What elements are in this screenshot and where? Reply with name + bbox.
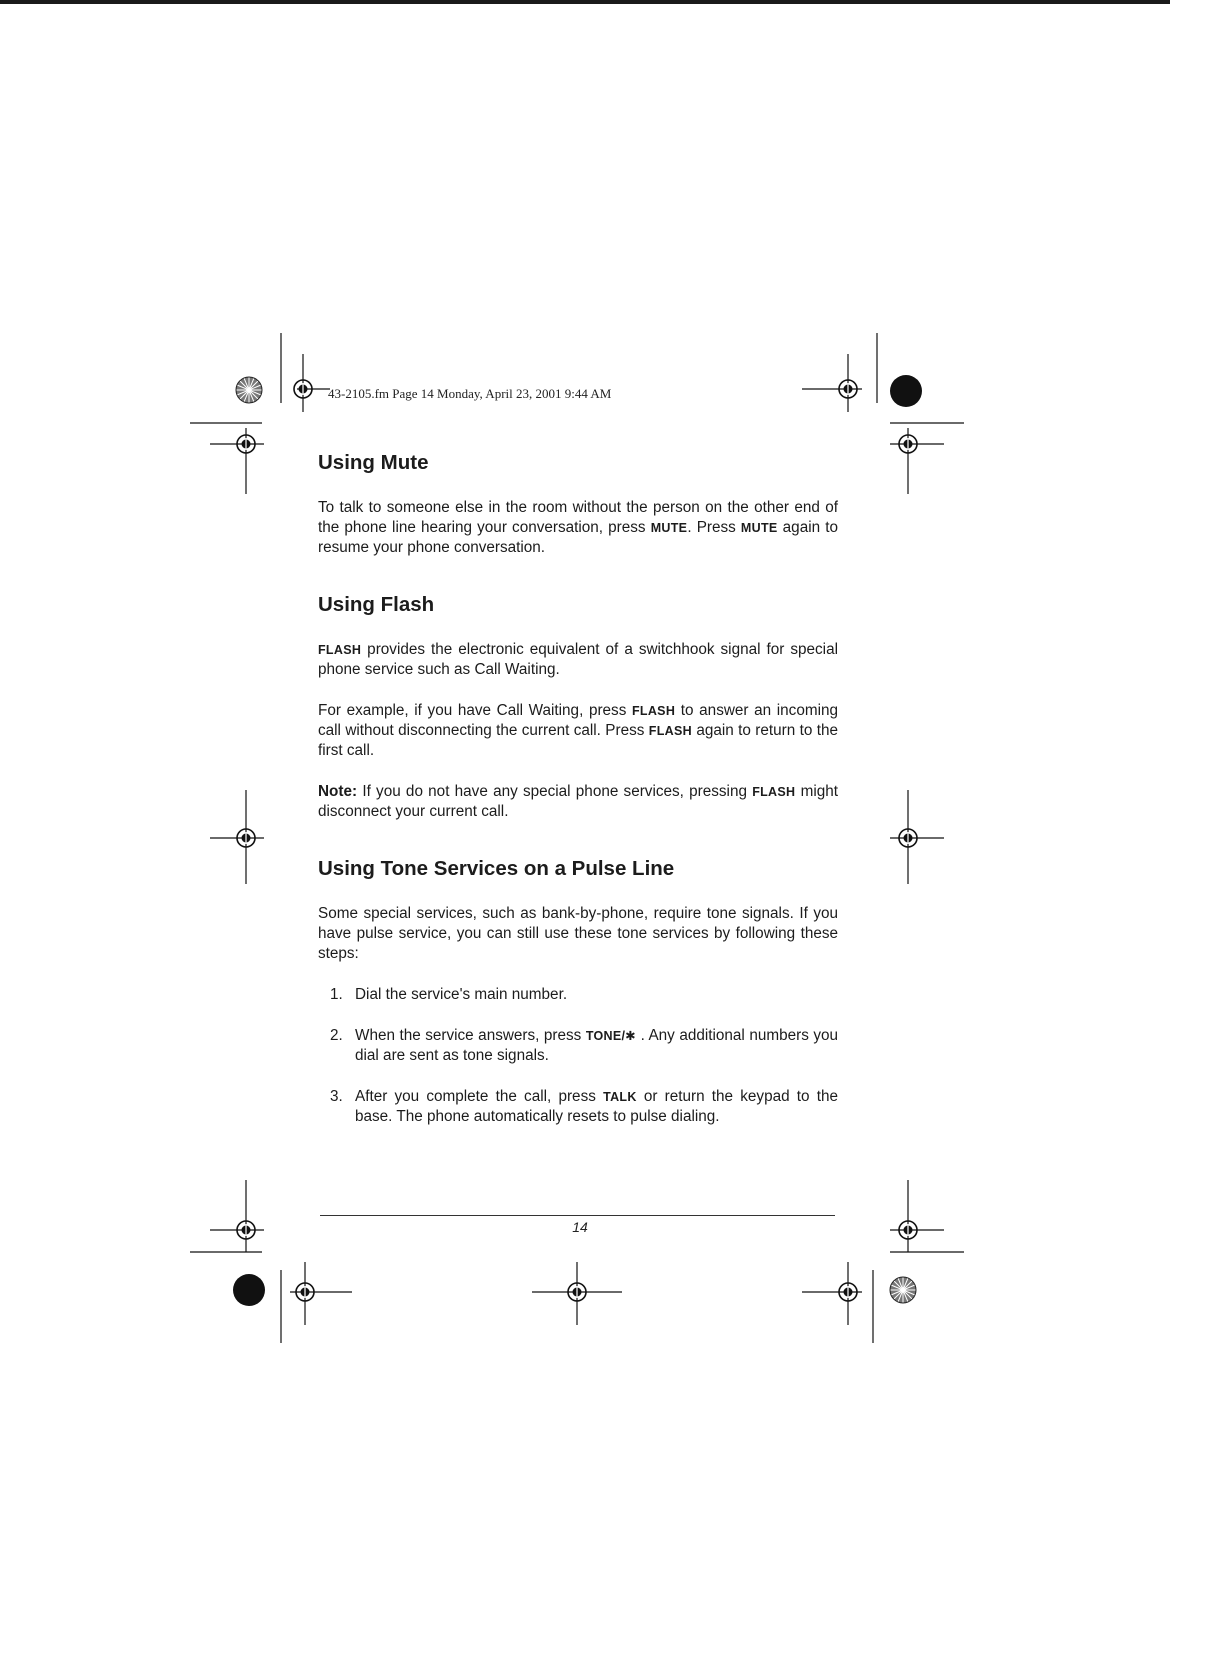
section-using-flash	[318, 592, 838, 822]
key-mute: MUTE	[650, 521, 688, 535]
solid-dot-mark-bottom-left	[233, 1274, 265, 1306]
step-number: 2.	[330, 1027, 343, 1044]
key-flash: FLASH	[318, 643, 362, 657]
text: . Any additional numbers you dial are sent as tone signals.	[355, 1027, 839, 1064]
paragraph-flash-intro	[318, 640, 838, 680]
list-item	[318, 985, 838, 1005]
text: After you complete the call, press	[355, 1088, 604, 1105]
text: When the service answers, press	[355, 1027, 586, 1044]
list-item	[318, 1026, 838, 1066]
section-tone-services	[318, 856, 838, 1127]
key-flash: FLASH	[752, 785, 796, 799]
crosshair-mark-bottom-center	[532, 1262, 622, 1325]
crosshair-mark-right-lower	[890, 1180, 944, 1252]
heading-using-flash: Using Flash	[318, 593, 435, 616]
page-content	[318, 450, 838, 1148]
crosshair-mark-left-upper	[210, 428, 264, 494]
crosshair-mark-left-middle	[210, 790, 264, 884]
section-using-mute	[318, 450, 838, 558]
crosshair-mark-left-lower	[210, 1180, 264, 1252]
text: might disconnect your current call.	[318, 783, 838, 820]
text: For example, if you have Call Waiting, press	[318, 702, 632, 719]
note-label: Note:	[318, 783, 358, 800]
starburst-mark-bottom-right	[890, 1277, 916, 1303]
crosshair-mark-top-right	[802, 354, 862, 412]
text: . Press	[687, 519, 741, 536]
crosshair-mark-bottom-left	[290, 1262, 352, 1325]
key-flash: FLASH	[648, 724, 692, 738]
text: If you do not have any special phone services, pressing	[357, 783, 753, 800]
step-number: 1.	[330, 986, 343, 1003]
key-talk: TALK	[603, 1090, 637, 1104]
text: again to resume your phone conversation.	[318, 519, 838, 556]
paragraph-tone-intro: Some special services, such as bank-by-phone, require tone signals. If you have pulse service, you can still use these tone services by following these steps:	[318, 905, 838, 962]
text: To talk to someone else in the room without the person on the other end of the phone line hearing your conversation, press	[318, 499, 838, 536]
key-tone: TONE/✱	[585, 1029, 637, 1043]
key-flash: FLASH	[631, 704, 676, 718]
text: or return the keypad to the base. The phone automatically resets to pulse dialing.	[355, 1088, 838, 1125]
crosshair-mark-top-left	[294, 354, 330, 412]
key-mute: MUTE	[740, 521, 778, 535]
heading-using-mute: Using Mute	[318, 451, 429, 474]
text: Dial the service's main number.	[355, 986, 568, 1003]
heading-tone-services: Using Tone Services on a Pulse Line	[318, 857, 675, 880]
paragraph-flash-example	[318, 701, 838, 761]
list-item	[318, 1087, 838, 1127]
text: to answer an incoming call without disconnecting the current call. Press	[318, 702, 838, 739]
page-number: 14	[572, 1219, 588, 1235]
text: provides the electronic equivalent of a switchhook signal for special phone service such as Call Waiting.	[318, 641, 838, 678]
step-number: 3.	[330, 1088, 343, 1105]
steps-list	[318, 985, 838, 1127]
footer-rule	[320, 1215, 835, 1216]
paragraph-mute	[318, 498, 838, 558]
file-slug-header: 43-2105.fm Page 14 Monday, April 23, 2001 9:44 AM	[328, 386, 612, 401]
paragraph-flash-note	[318, 782, 838, 822]
crosshair-mark-right-middle	[890, 790, 944, 884]
starburst-mark-top-left	[236, 377, 262, 403]
crosshair-mark-bottom-right	[802, 1262, 862, 1325]
crosshair-mark-right-upper	[890, 428, 944, 494]
text: again to return to the first call.	[318, 722, 838, 759]
solid-dot-mark-top-right	[890, 375, 922, 407]
